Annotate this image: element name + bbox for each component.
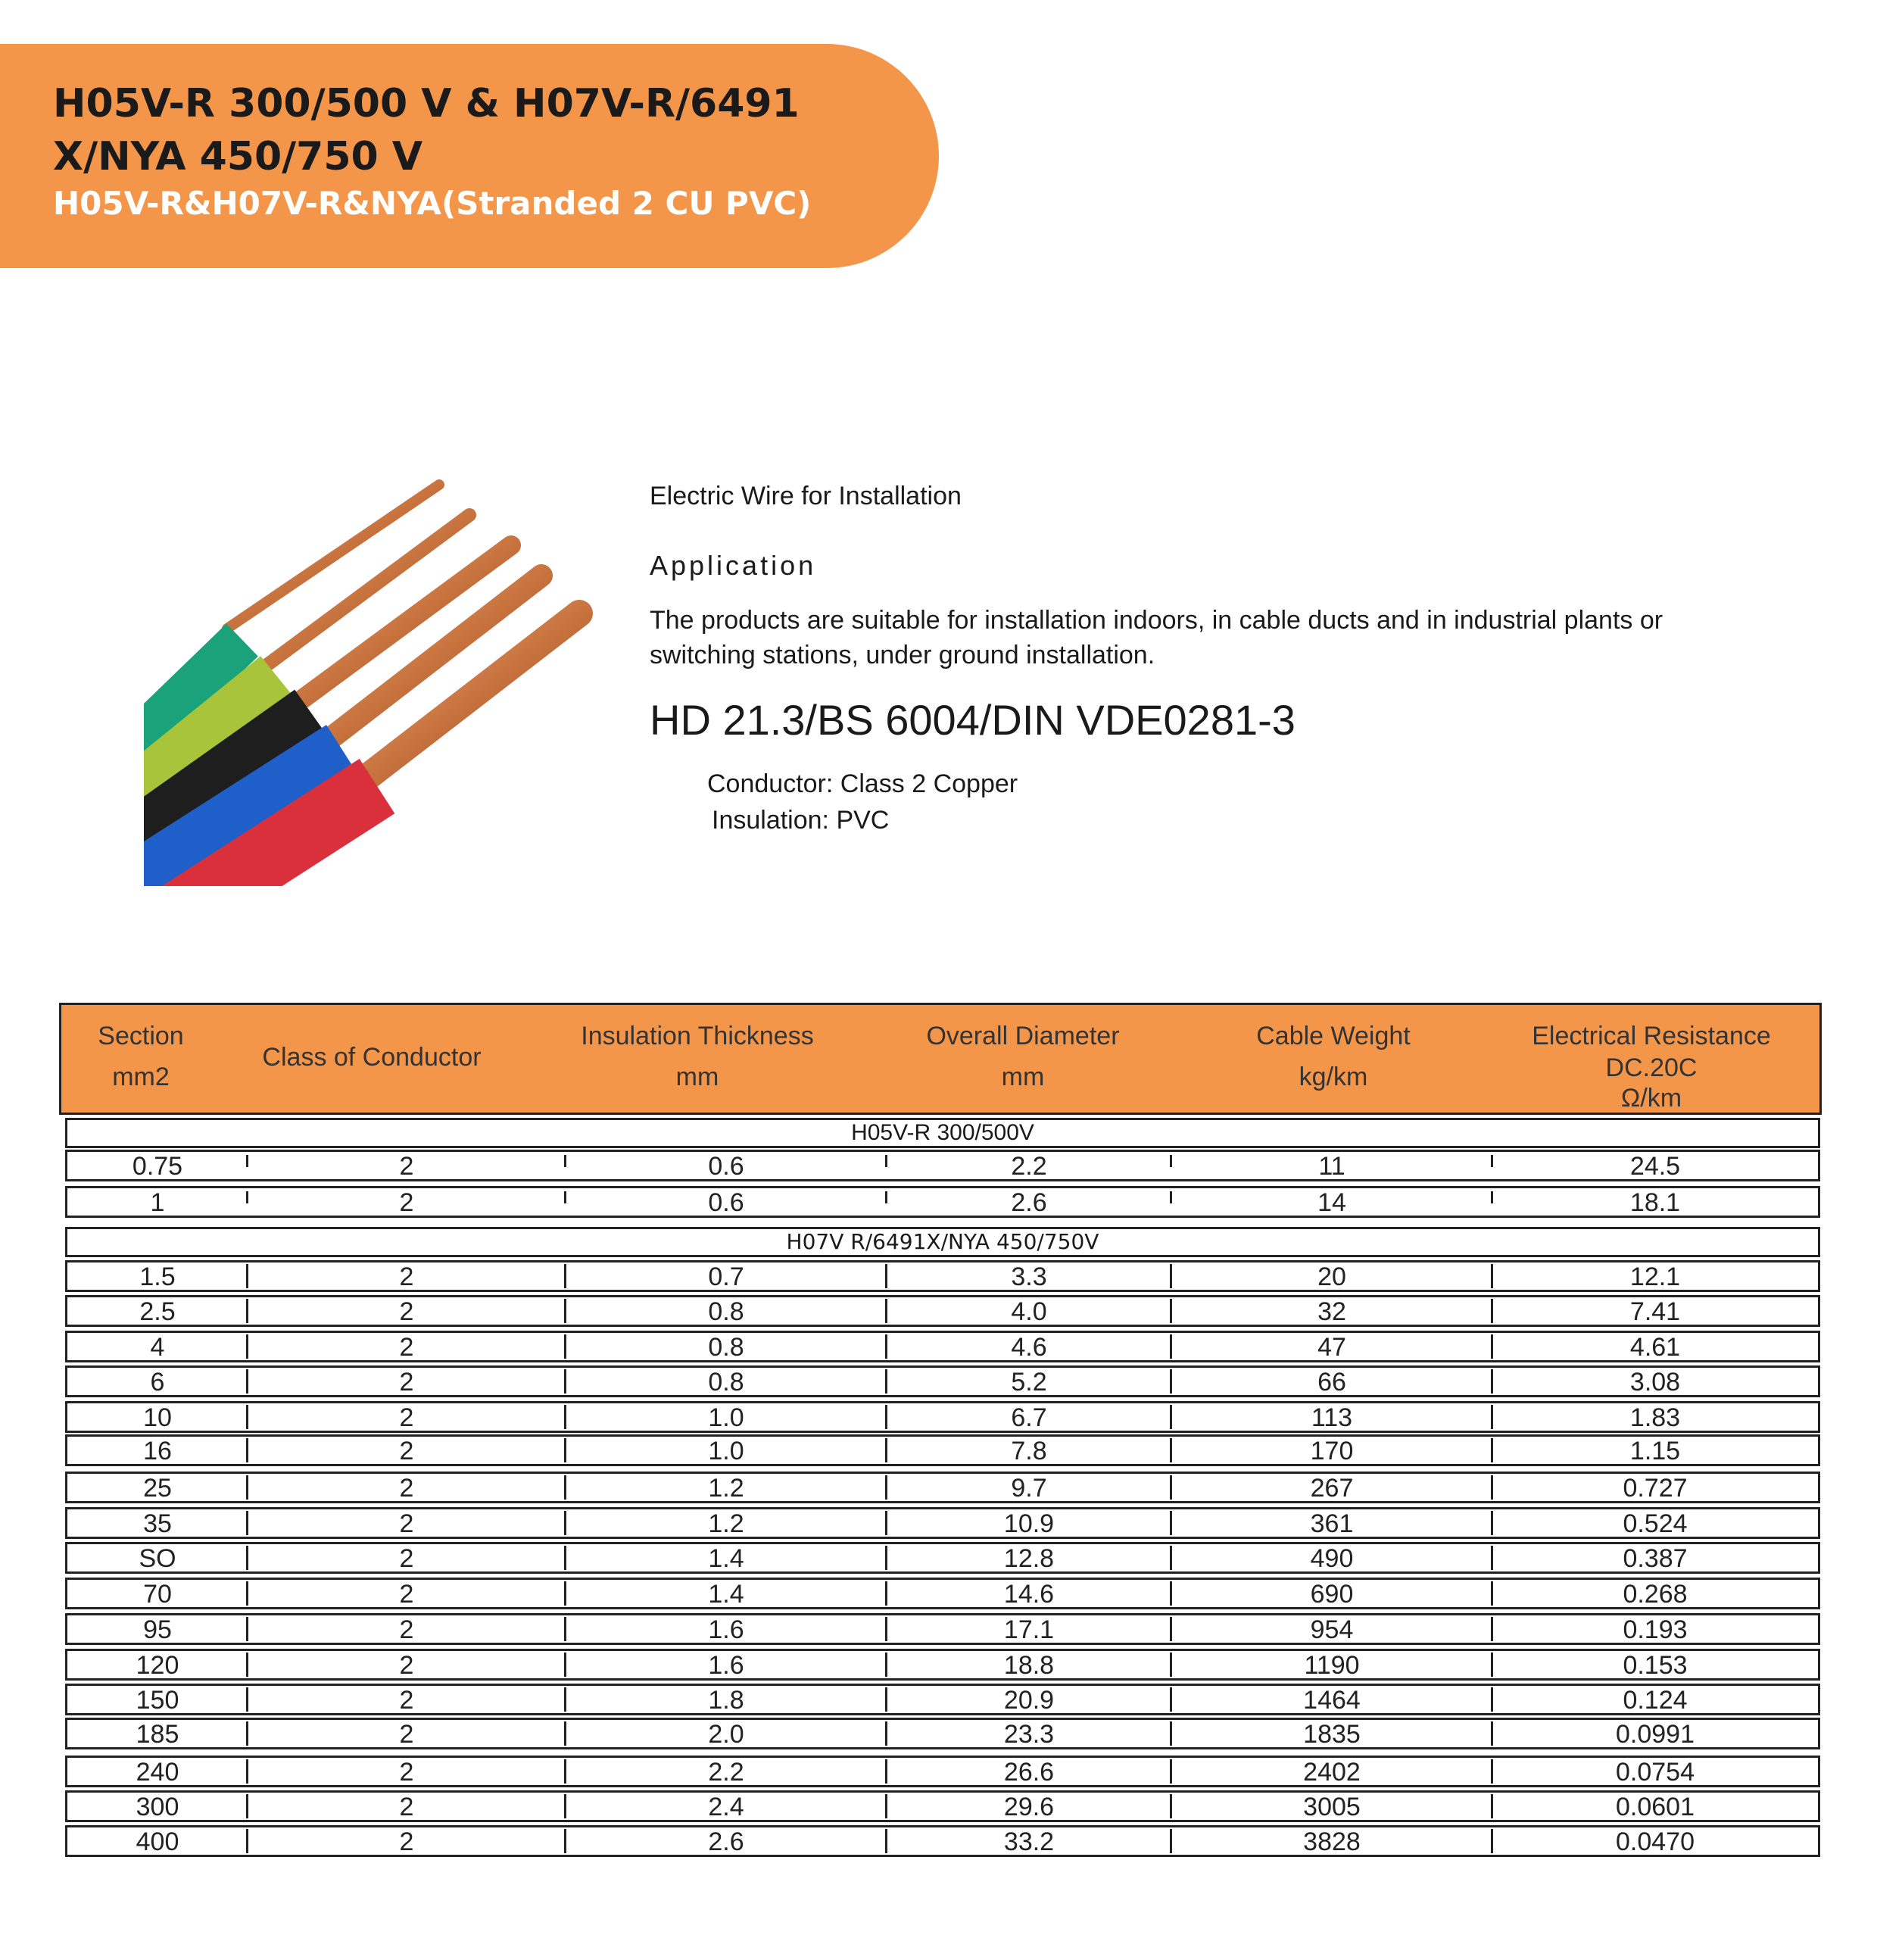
cell-diameter: 29.6 bbox=[1003, 1793, 1055, 1821]
table-row bbox=[65, 1507, 1820, 1539]
cell-section: 70 bbox=[143, 1580, 172, 1609]
cell-diameter: 7.8 bbox=[1011, 1437, 1047, 1465]
cell-resistance: 0.268 bbox=[1623, 1580, 1688, 1609]
cell-resistance: 18.1 bbox=[1629, 1188, 1681, 1217]
cell-resistance: 0.524 bbox=[1623, 1509, 1688, 1538]
cell-section: 240 bbox=[136, 1758, 179, 1787]
cell-insulation: 1.8 bbox=[708, 1686, 744, 1715]
cell-insulation: 2.4 bbox=[708, 1793, 744, 1821]
cell-insulation: 1.4 bbox=[708, 1580, 744, 1609]
cell-class: 2 bbox=[399, 1580, 414, 1609]
cell-section: 95 bbox=[143, 1615, 172, 1644]
cell-insulation: 0.6 bbox=[708, 1188, 744, 1217]
cell-weight: 113 bbox=[1311, 1403, 1353, 1432]
cell-diameter: 2.6 bbox=[1011, 1188, 1047, 1217]
table-row bbox=[65, 1613, 1820, 1645]
cell-insulation: 0.8 bbox=[708, 1297, 744, 1326]
header-diameter-unit: mm bbox=[1001, 1063, 1045, 1091]
page-title: H05V-R 300/500 V & H07V-R/6491 X/NYA 450/750 V bbox=[53, 81, 800, 179]
cell-section: 185 bbox=[136, 1720, 179, 1749]
cell-weight: 2402 bbox=[1303, 1758, 1361, 1787]
cell-weight: 47 bbox=[1317, 1333, 1346, 1362]
cell-resistance: 12.1 bbox=[1629, 1262, 1681, 1291]
cell-resistance: 0.727 bbox=[1623, 1474, 1688, 1503]
table-row bbox=[65, 1150, 1820, 1181]
cell-diameter: 3.3 bbox=[1011, 1262, 1047, 1291]
cell-weight: 1835 bbox=[1303, 1720, 1361, 1749]
cell-resistance: 0.0470 bbox=[1616, 1827, 1695, 1856]
wire-bundle-image bbox=[144, 477, 598, 886]
cell-section: 400 bbox=[136, 1827, 179, 1856]
cell-insulation: 0.8 bbox=[708, 1333, 744, 1362]
cell-diameter: 9.7 bbox=[1011, 1474, 1047, 1503]
table-row bbox=[65, 1331, 1820, 1362]
cell-insulation: 2.2 bbox=[708, 1758, 744, 1787]
cell-weight: 11 bbox=[1318, 1152, 1345, 1181]
table-row bbox=[65, 1825, 1820, 1857]
header-weight: Cable Weight bbox=[1256, 1022, 1411, 1050]
table-row bbox=[65, 1790, 1820, 1822]
cell-diameter: 33.2 bbox=[1003, 1827, 1055, 1856]
page-subtitle: H05V-R&H07V-R&NYA(Stranded 2 CU PVC) bbox=[53, 185, 812, 222]
header-section-unit: mm2 bbox=[112, 1063, 170, 1091]
cell-section: 10 bbox=[143, 1403, 172, 1432]
cell-diameter: 12.8 bbox=[1003, 1544, 1055, 1573]
cell-weight: 1190 bbox=[1304, 1651, 1360, 1680]
cell-section: 6 bbox=[150, 1368, 165, 1397]
cell-resistance: 1.15 bbox=[1629, 1437, 1681, 1465]
cell-weight: 170 bbox=[1310, 1437, 1354, 1465]
cell-diameter: 4.0 bbox=[1011, 1297, 1047, 1326]
cell-diameter: 5.2 bbox=[1011, 1368, 1047, 1397]
cell-diameter: 17.1 bbox=[1003, 1615, 1055, 1644]
cell-weight: 267 bbox=[1310, 1474, 1354, 1503]
cell-diameter: 10.9 bbox=[1003, 1509, 1055, 1538]
table-row bbox=[65, 1684, 1820, 1715]
cell-class: 2 bbox=[399, 1333, 414, 1362]
cell-diameter: 18.8 bbox=[1003, 1651, 1055, 1680]
cell-class: 2 bbox=[399, 1509, 414, 1538]
cell-weight: 1464 bbox=[1303, 1686, 1361, 1715]
cell-insulation: 0.6 bbox=[708, 1152, 744, 1181]
cell-class: 2 bbox=[399, 1651, 414, 1680]
product-heading: Electric Wire for Installation bbox=[650, 482, 962, 510]
cell-diameter: 23.3 bbox=[1003, 1720, 1055, 1749]
cell-class: 2 bbox=[399, 1403, 414, 1432]
cell-insulation: 1.2 bbox=[708, 1474, 744, 1503]
header-insulation: Insulation Thickness bbox=[581, 1022, 814, 1050]
cell-class: 2 bbox=[399, 1758, 414, 1787]
cell-insulation: 1.6 bbox=[708, 1615, 744, 1644]
header-weight-unit: kg/km bbox=[1299, 1063, 1368, 1091]
cell-section: SO bbox=[139, 1544, 176, 1573]
cell-class: 2 bbox=[399, 1297, 414, 1326]
cell-section: 300 bbox=[136, 1793, 179, 1821]
cell-section: 1 bbox=[150, 1188, 165, 1217]
cell-resistance: 3.08 bbox=[1629, 1368, 1681, 1397]
table-row bbox=[65, 1472, 1820, 1503]
standard-reference: HD 21.3/BS 6004/DIN VDE0281-3 bbox=[650, 696, 1296, 744]
cell-weight: 361 bbox=[1310, 1509, 1354, 1538]
cell-insulation: 0.8 bbox=[708, 1368, 744, 1397]
title-banner bbox=[0, 44, 939, 268]
cell-weight: 66 bbox=[1317, 1368, 1346, 1397]
cell-insulation: 1.4 bbox=[708, 1544, 744, 1573]
application-label: Application bbox=[650, 550, 817, 581]
table-row bbox=[65, 1401, 1820, 1433]
table-row bbox=[65, 1260, 1820, 1292]
cell-resistance: 0.0754 bbox=[1616, 1758, 1695, 1787]
cell-weight: 32 bbox=[1317, 1297, 1346, 1326]
cell-section: 16 bbox=[143, 1437, 172, 1465]
cell-insulation: 2.6 bbox=[708, 1827, 744, 1856]
cell-class: 2 bbox=[399, 1615, 414, 1644]
cell-section: 35 bbox=[143, 1509, 172, 1538]
cell-insulation: 1.0 bbox=[708, 1403, 744, 1432]
cell-insulation: 0.7 bbox=[708, 1262, 744, 1291]
cell-class: 2 bbox=[399, 1793, 414, 1821]
header-insulation-unit: mm bbox=[675, 1063, 719, 1091]
cell-resistance: 4.61 bbox=[1629, 1333, 1681, 1362]
cell-diameter: 2.2 bbox=[1011, 1152, 1047, 1181]
group-label-h07v: H07V R/6491X/NYA 450/750V bbox=[65, 1227, 1820, 1257]
header-class: Class of Conductor bbox=[262, 1043, 482, 1072]
cell-resistance: 0.387 bbox=[1623, 1544, 1688, 1573]
cell-insulation: 1.6 bbox=[708, 1651, 744, 1680]
cell-class: 2 bbox=[399, 1686, 414, 1715]
cell-section: 25 bbox=[143, 1474, 172, 1503]
cell-diameter: 26.6 bbox=[1003, 1758, 1055, 1787]
cell-resistance: 7.41 bbox=[1629, 1297, 1681, 1326]
cell-class: 2 bbox=[399, 1437, 414, 1465]
header-resistance-unit: DC.20C bbox=[1605, 1053, 1698, 1082]
cell-insulation: 1.2 bbox=[708, 1509, 744, 1538]
cell-class: 2 bbox=[399, 1152, 414, 1181]
cell-section: 4 bbox=[150, 1333, 165, 1362]
conductor-spec: Conductor: Class 2 Copper bbox=[707, 769, 1018, 798]
table-row bbox=[65, 1649, 1820, 1681]
header-section: Section bbox=[98, 1022, 184, 1050]
insulation-spec: Insulation: PVC bbox=[712, 806, 890, 835]
cell-resistance: 0.193 bbox=[1623, 1615, 1688, 1644]
table-row bbox=[65, 1186, 1820, 1218]
cell-diameter: 20.9 bbox=[1003, 1686, 1055, 1715]
cell-section: 150 bbox=[136, 1686, 179, 1715]
cell-section: 120 bbox=[136, 1651, 179, 1680]
cell-resistance: 24.5 bbox=[1629, 1152, 1681, 1181]
table-row bbox=[65, 1365, 1820, 1397]
table-row bbox=[65, 1718, 1820, 1749]
header-diameter: Overall Diameter bbox=[926, 1022, 1120, 1050]
table-header bbox=[59, 1003, 1822, 1115]
cell-diameter: 14.6 bbox=[1003, 1580, 1055, 1609]
cell-resistance: 0.0991 bbox=[1616, 1720, 1695, 1749]
cell-section: 1.5 bbox=[139, 1262, 176, 1291]
cell-class: 2 bbox=[399, 1720, 414, 1749]
cell-diameter: 6.7 bbox=[1011, 1403, 1047, 1432]
table-row bbox=[65, 1295, 1820, 1327]
cell-class: 2 bbox=[399, 1474, 414, 1503]
cell-resistance: 0.153 bbox=[1623, 1651, 1688, 1680]
cell-weight: 14 bbox=[1317, 1188, 1346, 1217]
table-row bbox=[65, 1578, 1820, 1609]
cell-resistance: 0.0601 bbox=[1616, 1793, 1695, 1821]
cell-weight: 490 bbox=[1310, 1544, 1354, 1573]
cell-section: 2.5 bbox=[139, 1297, 176, 1326]
cell-diameter: 4.6 bbox=[1011, 1333, 1047, 1362]
cell-section: 0.75 bbox=[132, 1152, 183, 1181]
header-resistance-unit-ohm: Ω/km bbox=[1620, 1084, 1682, 1113]
cell-class: 2 bbox=[399, 1368, 414, 1397]
cell-insulation: 2.0 bbox=[708, 1720, 744, 1749]
group-label-h05v: H05V-R 300/500V bbox=[65, 1118, 1820, 1148]
cell-weight: 954 bbox=[1310, 1615, 1354, 1644]
cell-weight: 3005 bbox=[1303, 1793, 1361, 1821]
cell-resistance: 0.124 bbox=[1623, 1686, 1688, 1715]
cell-class: 2 bbox=[399, 1262, 414, 1291]
table-row bbox=[65, 1542, 1820, 1574]
table-row bbox=[65, 1756, 1820, 1787]
cell-weight: 3828 bbox=[1303, 1827, 1361, 1856]
cell-weight: 690 bbox=[1310, 1580, 1354, 1609]
application-description: The products are suitable for installation indoors, in cable ducts and in industrial plants or switching stations, under ground installation. bbox=[650, 606, 1663, 669]
header-resistance: Electrical Resistance bbox=[1532, 1022, 1771, 1050]
cell-class: 2 bbox=[399, 1544, 414, 1573]
cell-resistance: 1.83 bbox=[1629, 1403, 1681, 1432]
cell-class: 2 bbox=[399, 1827, 414, 1856]
cell-weight: 20 bbox=[1317, 1262, 1346, 1291]
table-row bbox=[65, 1434, 1820, 1466]
cell-insulation: 1.0 bbox=[708, 1437, 744, 1465]
cell-class: 2 bbox=[399, 1188, 414, 1217]
